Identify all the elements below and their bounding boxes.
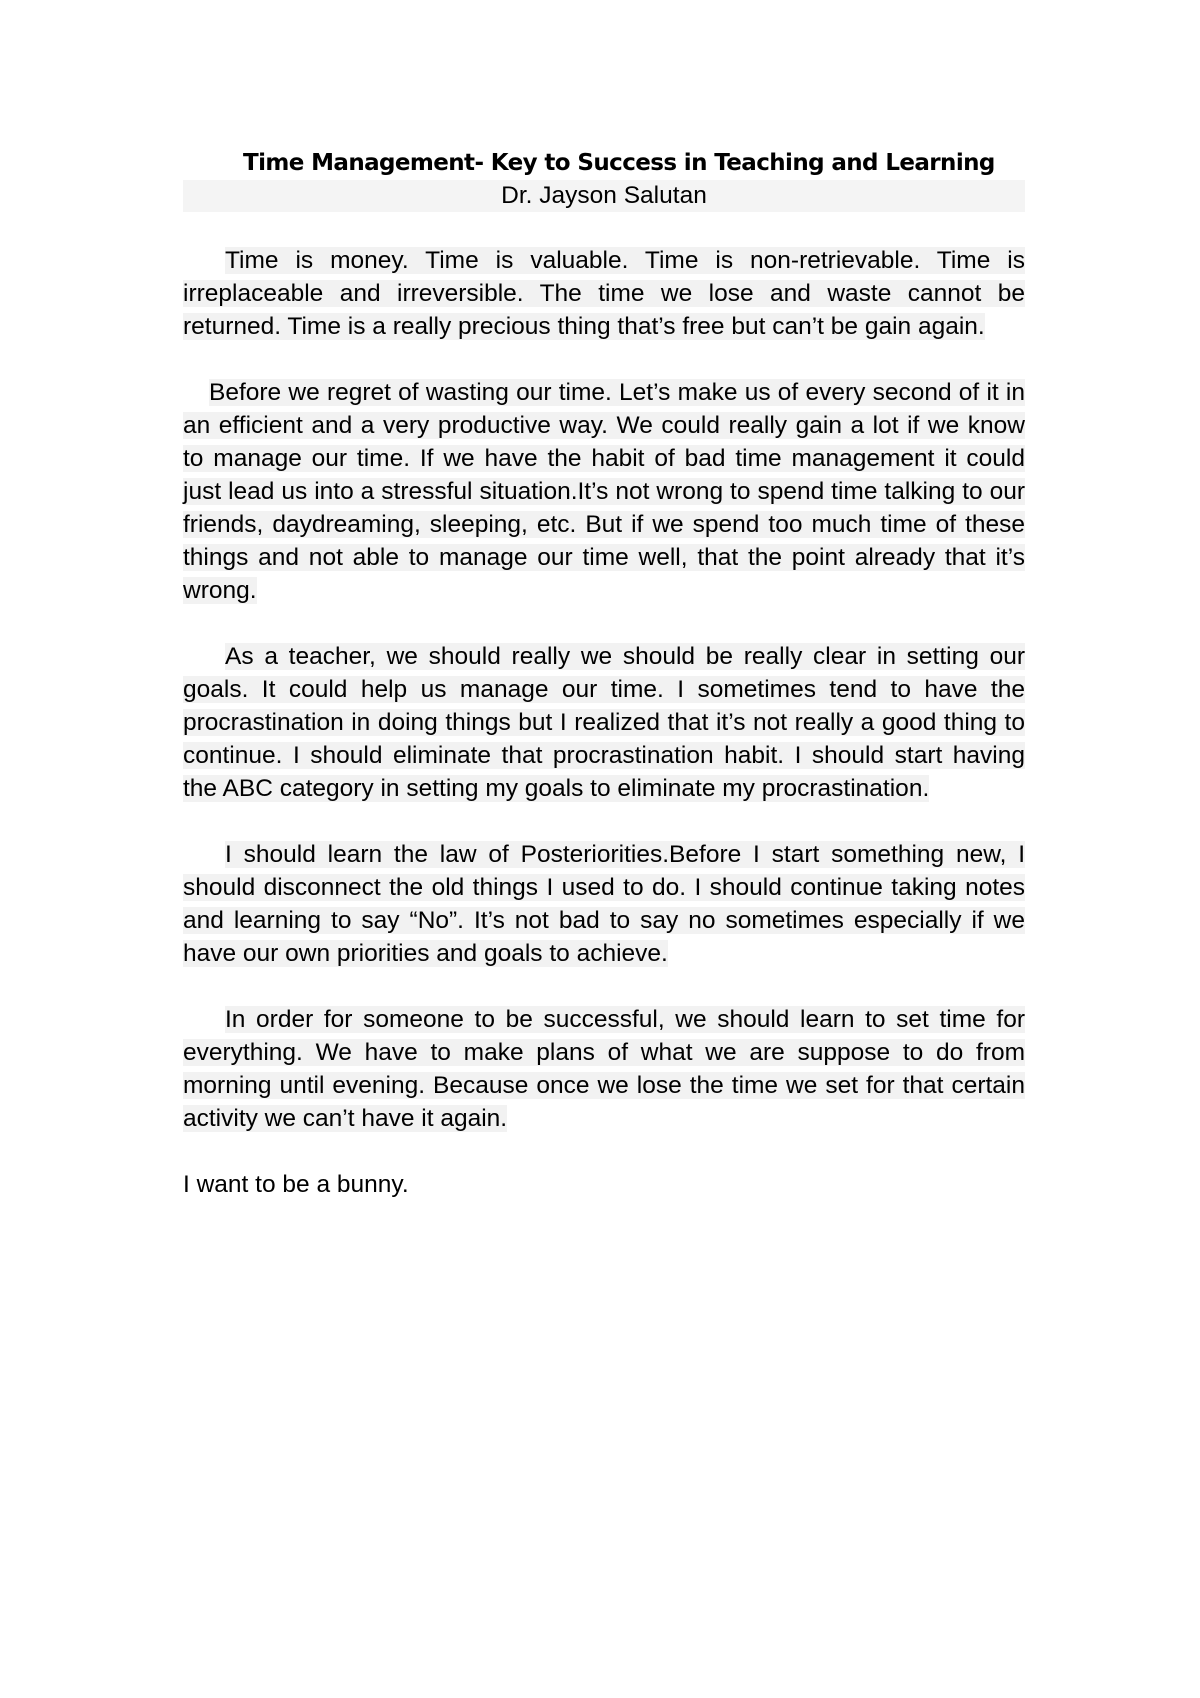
paragraph-5: [183, 1003, 1025, 1135]
paragraph-1-text: Time is money. Time is valuable. Time is non-retrievable. Time is irreplaceable and irreversible. The time we lose and waste cannot be returned. Time is a really precious thing that’s free but can’t be gain again.: [183, 247, 1025, 340]
document-title: Time Management- Key to Success in Teaching and Learning: [243, 150, 995, 176]
paragraph-3: [183, 640, 1025, 805]
paragraph-1: [183, 244, 1025, 343]
document-body: [183, 146, 1025, 1201]
paragraph-2: [183, 376, 1025, 607]
paragraph-4: [183, 838, 1025, 970]
paragraph-5-text: In order for someone to be successful, we should learn to set time for everything. We have to make plans of what we are suppose to do from morning until evening. Because once we lose the time we set for that certain activity we can’t have it again.: [183, 1006, 1025, 1132]
paragraph-4-text: I should learn the law of Posteriorities.Before I start something new, I should disconnect the old things I used to do. I should continue taking notes and learning to say “No”. It’s not bad to say no sometimes especially if we have our own priorities and goals to achieve.: [183, 841, 1025, 967]
paragraph-2-text: Before we regret of wasting our time. Let’s make us of every second of it in an efficient and a very productive way. We could really gain a lot if we know to manage our time. If we have the habit of bad time management it could just lead us into a stressful situation.It’s not wrong to spend time talking to our friends, daydreaming, sleeping, etc. But if we spend too much time of these things and not able to manage our time well, that the point already that it’s wrong.: [183, 379, 1025, 604]
document-author: Dr. Jayson Salutan: [183, 180, 1025, 212]
closing-line: I want to be a bunny.: [183, 1171, 409, 1198]
paragraph-3-text: As a teacher, we should really we should be really clear in setting our goals. It could help us manage our time. I sometimes tend to have the procrastination in doing things but I realized that it’s not really a good thing to continue. I should eliminate that procrastination habit. I should start having the ABC category in setting my goals to eliminate my procrastination.: [183, 643, 1025, 802]
